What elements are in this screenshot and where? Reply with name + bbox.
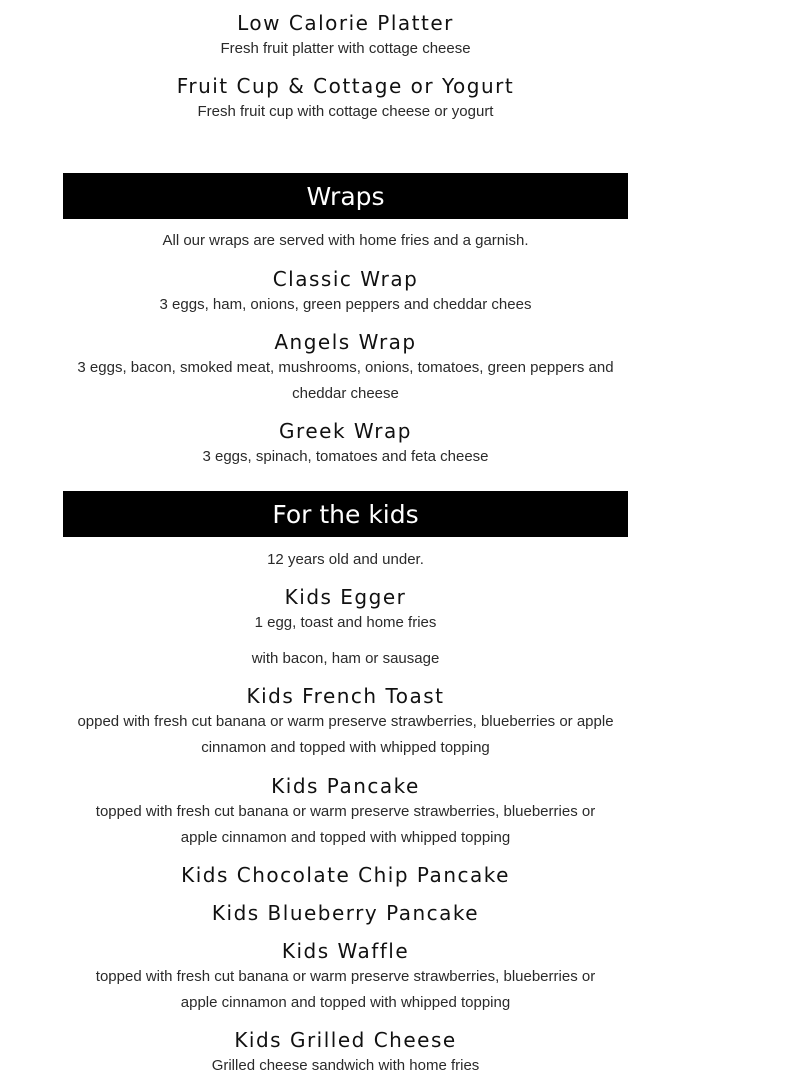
menu-item-title: Kids Waffle [281, 939, 410, 963]
section-note: All our wraps are served with home fries and a garnish. [162, 232, 529, 249]
menu-item-title: Kids Egger [284, 585, 407, 609]
menu-item-title: Kids French Toast [246, 684, 445, 708]
section-note: 12 years old and under. [267, 551, 424, 568]
menu-item-extra: with bacon, ham or sausage [251, 650, 440, 667]
menu-item-description: 3 eggs, spinach, tomatoes and feta cheese [202, 448, 489, 465]
menu-item-title: Kids Pancake [271, 774, 420, 798]
menu-item-description: 3 eggs, ham, onions, green peppers and cheddar chees [159, 296, 532, 313]
section-title: For the kids [272, 499, 419, 529]
menu-item-description: Fresh fruit platter with cottage cheese [220, 40, 471, 57]
menu-item-description: opped with fresh cut banana or warm preserve strawberries, blueberries or apple cinnamon and topped with whipped topping [77, 713, 614, 756]
menu-item-title: Angels Wrap [274, 330, 417, 354]
menu-item-description: 1 egg, toast and home fries [254, 614, 437, 631]
menu-item-title: Classic Wrap [272, 267, 419, 291]
section-header-kids [63, 491, 628, 537]
section-title: Wraps [306, 181, 385, 211]
menu-item-description: topped with fresh cut banana or warm preserve strawberries, blueberries or apple cinnamon and topped with whipped topping [95, 803, 596, 846]
menu-item-description: 3 eggs, bacon, smoked meat, mushrooms, onions, tomatoes, green peppers and cheddar cheese [77, 359, 614, 402]
menu-item-title: Low Calorie Platter [237, 11, 454, 35]
menu-item-title: Kids Chocolate Chip Pancake [181, 863, 510, 887]
menu-item-description: Fresh fruit cup with cottage cheese or yogurt [197, 103, 494, 120]
menu-item-title: Kids Blueberry Pancake [211, 901, 480, 925]
menu-item-title: Fruit Cup & Cottage or Yogurt [176, 74, 515, 98]
section-header-wraps [63, 173, 628, 219]
menu-item-description: topped with fresh cut banana or warm preserve strawberries, blueberries or apple cinnamon and topped with whipped topping [95, 968, 596, 1011]
menu-item-title: Kids Grilled Cheese [234, 1028, 457, 1052]
menu-item-description: Grilled cheese sandwich with home fries [211, 1057, 480, 1074]
menu-item-title: Greek Wrap [279, 419, 412, 443]
